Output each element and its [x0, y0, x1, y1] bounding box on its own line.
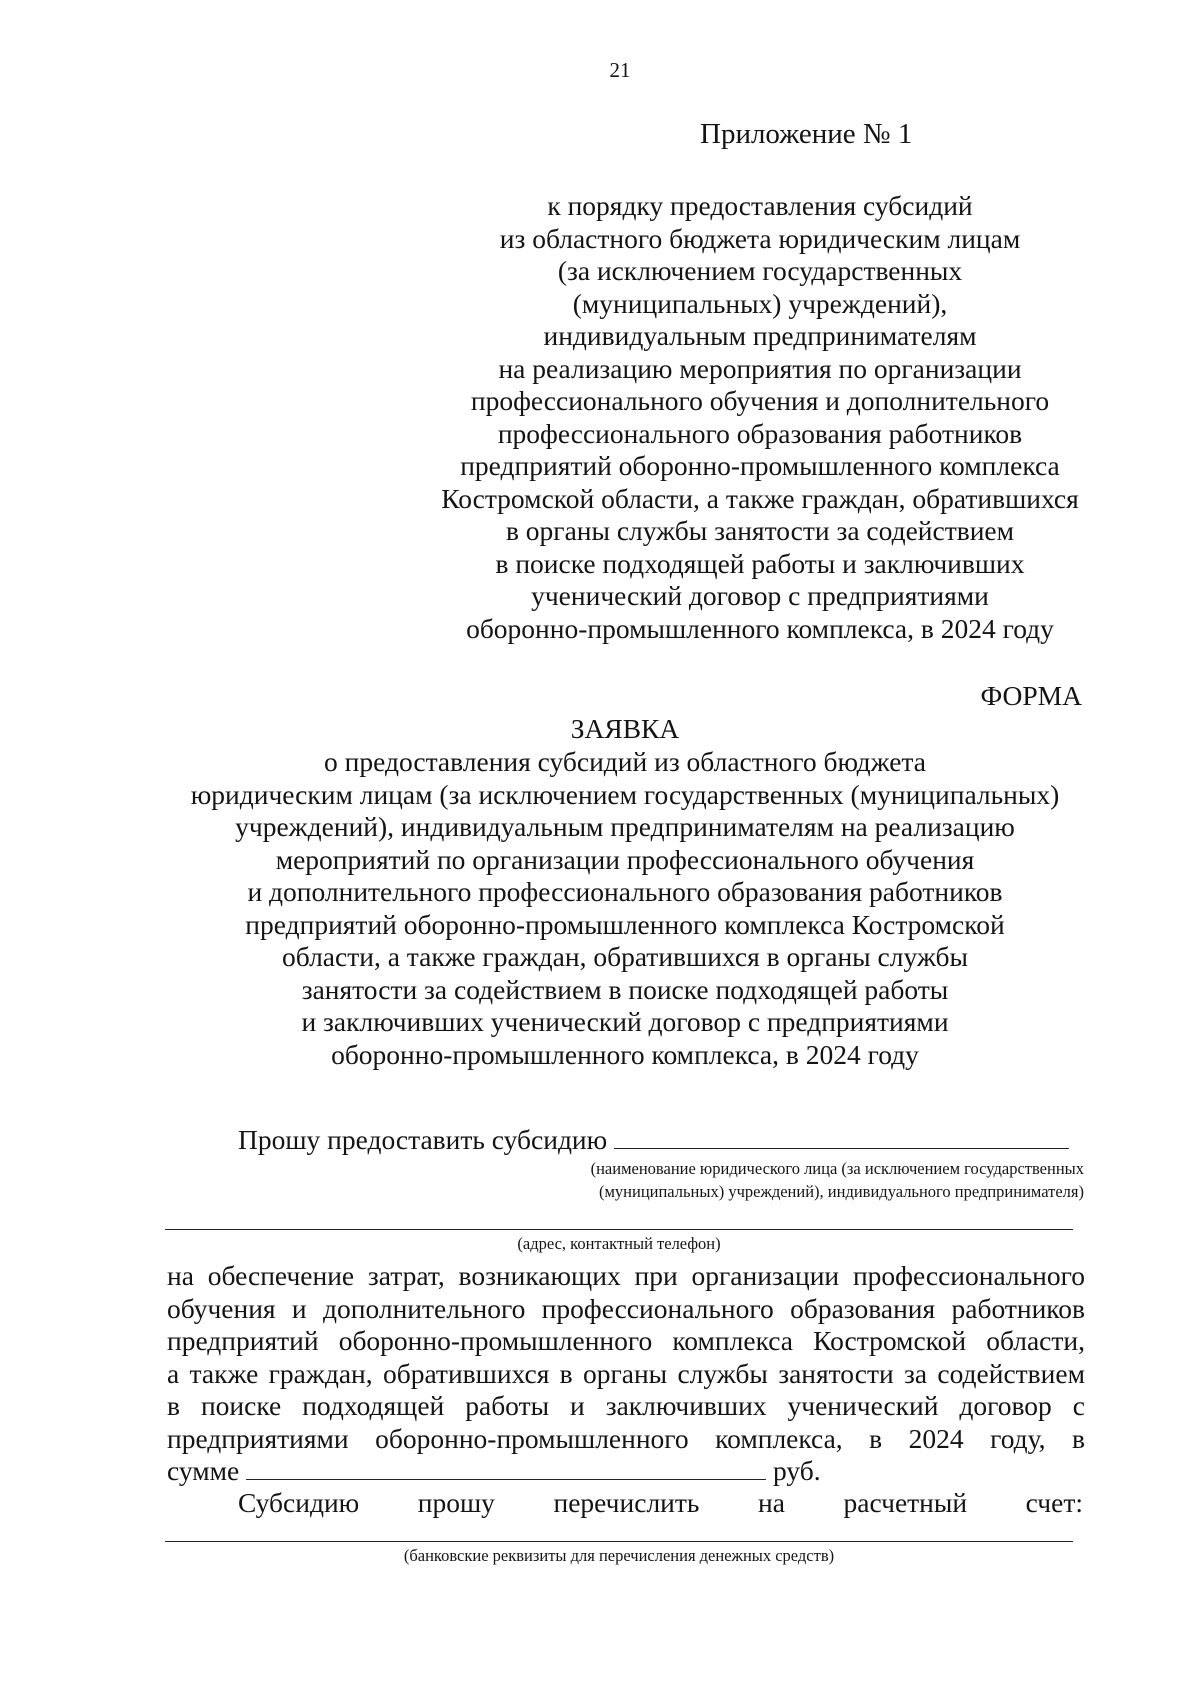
annex-subtitle-line: оборонно-промышленного комплекса, в 2024 году: [466, 612, 1054, 644]
transfer-line: Субсидию прошу перечислить на расчетный счет:: [238, 1487, 1083, 1518]
bank-details-field[interactable]: [165, 1541, 1073, 1542]
body-line: предприятий оборонно-промышленного комплекса Костромской области,: [167, 1325, 1085, 1356]
body-line: обучения и дополнительного профессионального образования работников: [167, 1292, 1085, 1324]
sum-label: сумме: [167, 1455, 240, 1486]
application-subtitle-line: и заключивших ученический договор с предприятиями: [301, 1006, 949, 1037]
application-subtitle-line: и дополнительного профессионального образования работников: [247, 876, 1003, 907]
annex-title: Приложение № 1: [700, 118, 913, 150]
annex-subtitle-line: индивидуальным предпринимателям: [543, 320, 977, 351]
bank-details-caption: (банковские реквизиты для перечисления денежных средств): [403, 1546, 835, 1565]
form-label: ФОРМА: [980, 680, 1082, 711]
annex-subtitle-line: предприятий оборонно-промышленного комплекса: [460, 450, 1060, 481]
annex-subtitle-line: (муниципальных) учреждений),: [572, 287, 948, 319]
application-subtitle-line: мероприятий по организации профессионального обучения: [275, 843, 975, 875]
applicant-name-caption: [591, 1157, 1084, 1203]
currency-label: руб.: [773, 1455, 821, 1486]
annex-subtitle-line: на реализацию мероприятия по организации: [498, 352, 1022, 384]
applicant-name-field[interactable]: [614, 1124, 1069, 1149]
application-subtitle-line: занятости за содействием в поиске подходящей работы: [301, 973, 949, 1005]
page-number: 21: [609, 58, 631, 82]
application-subtitle-line: учреждений), индивидуальным предпринимателям на реализацию: [235, 811, 1015, 842]
address-caption: (адрес, контактный телефон): [517, 1234, 721, 1253]
annex-subtitle-line: в органы службы занятости за содействием: [505, 515, 1015, 546]
annex-subtitle-line: профессионального обучения и дополнительного: [470, 385, 1050, 416]
annex-subtitle-line: к порядку предоставления субсидий: [547, 190, 973, 221]
application-subtitle-line: оборонно-промышленного комплекса, в 2024 году: [331, 1038, 919, 1070]
sum-line: [167, 1455, 1085, 1488]
annex-subtitle-line: (за исключением государственных: [557, 255, 963, 286]
annex-subtitle-line: ученический договор с предприятиями: [531, 580, 989, 611]
request-line: [238, 1124, 1069, 1156]
body-line: на обеспечение затрат, возникающих при организации профессионального: [167, 1260, 1085, 1291]
caption-line: (муниципальных) учреждений), индивидуального предпринимателя): [598, 1182, 1084, 1201]
caption-line: (наименование юридического лица (за исключением государственных: [590, 1159, 1084, 1178]
application-title: ЗАЯВКА: [570, 713, 680, 744]
annex-subtitle-line: из областного бюджета юридическим лицам: [499, 222, 1021, 254]
application-subtitle-line: области, а также граждан, обратившихся в органы службы: [282, 941, 968, 972]
body-line: предприятиями оборонно-промышленного комплекса, в 2024 году, в: [167, 1422, 1085, 1454]
annex-subtitle: [410, 190, 1110, 645]
application-subtitle: [150, 746, 1100, 1071]
request-body: [167, 1260, 1085, 1488]
request-lead: Прошу предоставить субсидию: [238, 1124, 608, 1155]
application-subtitle-line: о предоставления субсидий из областного бюджета: [324, 746, 926, 777]
body-line: а также граждан, обратившихся в органы службы занятости за содействием: [167, 1357, 1085, 1389]
body-line: в поиске подходящей работы и заключивших ученический договор с: [167, 1390, 1085, 1421]
sum-field[interactable]: [246, 1455, 766, 1480]
annex-subtitle-line: профессионального образования работников: [497, 417, 1023, 449]
annex-subtitle-line: Костромской области, а также граждан, обратившихся: [441, 482, 1079, 514]
application-subtitle-line: юридическим лицам (за исключением государственных (муниципальных): [190, 778, 1060, 810]
application-subtitle-line: предприятий оборонно-промышленного комплекса Костромской: [245, 908, 1005, 940]
address-field[interactable]: [165, 1229, 1073, 1230]
annex-subtitle-line: в поиске подходящей работы и заключивших: [495, 547, 1025, 579]
